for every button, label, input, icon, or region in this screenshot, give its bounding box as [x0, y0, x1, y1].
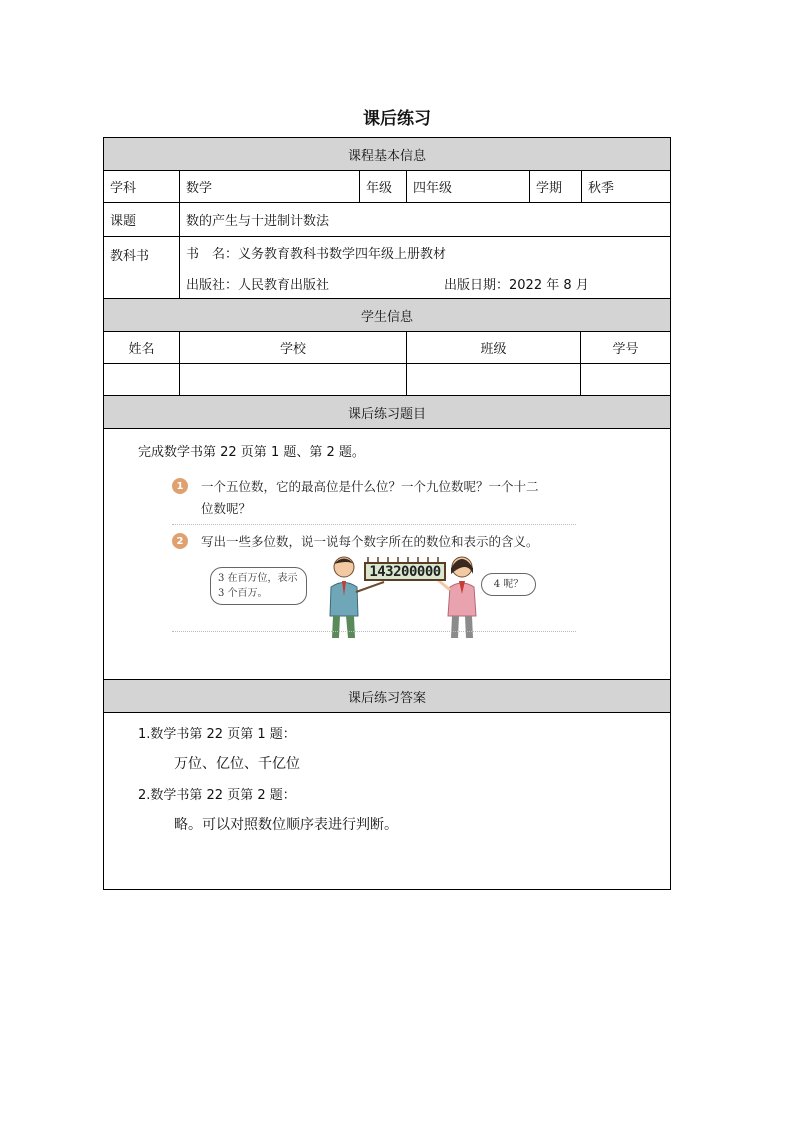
column-name: 姓名	[128, 342, 155, 357]
term-value: 秋季	[581, 171, 670, 202]
answers-body-row	[104, 712, 670, 889]
textbook-row	[104, 236, 670, 298]
answers-header: 课后练习答案	[104, 680, 670, 712]
subject-value: 数学	[179, 171, 359, 202]
topic-value: 数的产生与十进制计数法	[179, 203, 670, 236]
answer-1-title: 1.数学书第 22 页第 1 题：	[138, 727, 296, 742]
boy-speech-line-2: 3 个百万。	[218, 588, 268, 599]
answer-2-body: 略。可以对照数位顺序表进行判断。	[174, 817, 398, 833]
answer-1-body: 万位、亿位、千亿位	[174, 756, 300, 772]
worksheet-table	[103, 137, 671, 890]
question-2-number: 2	[172, 533, 188, 549]
topic-label: 课题	[110, 214, 137, 229]
exercise-body-row	[104, 428, 670, 679]
school-field[interactable]	[179, 364, 406, 395]
student-id-field[interactable]	[580, 364, 670, 395]
student-info-header-row	[104, 298, 670, 331]
answer-2-title: 2.数学书第 22 页第 2 题：	[138, 788, 296, 803]
name-field[interactable]	[104, 364, 179, 395]
exercise-intro: 完成数学书第 22 页第 1 题、第 2 题。	[138, 445, 365, 460]
topic-row	[104, 202, 670, 236]
question-1-line-1: 一个五位数，它的最高位是什么位？一个九位数呢？一个十二	[201, 479, 539, 494]
student-entry-row	[104, 363, 670, 395]
column-student-id: 学号	[580, 332, 670, 363]
grade-value: 四年级	[406, 171, 529, 202]
textbook-label: 教科书	[110, 249, 150, 264]
number-board: 143200000	[364, 562, 446, 581]
question-1-line-2: 位数呢？	[201, 501, 252, 516]
exercise-content	[104, 429, 670, 679]
answers-content	[104, 713, 670, 889]
publisher-line: 出版社：人民教育出版社	[186, 277, 330, 293]
boy-speech-bubble	[210, 567, 307, 605]
exercise-header-row	[104, 395, 670, 428]
exercise-header: 课后练习题目	[104, 396, 670, 428]
term-label: 学期	[529, 171, 581, 202]
publish-date-line: 出版日期：2022 年 8 月	[444, 277, 589, 293]
course-info-header-row	[104, 138, 670, 170]
grade-label: 年级	[359, 171, 406, 202]
subject-label: 学科	[110, 181, 137, 196]
class-field[interactable]	[406, 364, 580, 395]
student-info-header: 学生信息	[104, 299, 670, 331]
subject-row	[104, 170, 670, 202]
column-school: 学校	[179, 332, 406, 363]
answers-header-row	[104, 679, 670, 712]
column-class: 班级	[406, 332, 580, 363]
book-name-line: 书 名：义务教育教科书数学四年级上册教材	[186, 246, 447, 262]
course-info-header: 课程基本信息	[104, 138, 670, 170]
page-title: 课后练习	[363, 109, 431, 129]
textbook-details	[179, 237, 670, 298]
divider-dotted-1	[172, 524, 576, 525]
publisher-date-line	[186, 274, 664, 293]
question-2-text: 写出一些多位数，说一说每个数字所在的数位和表示的含义。	[201, 534, 539, 549]
student-columns-row	[104, 331, 670, 363]
girl-speech-bubble: 4 呢？	[481, 573, 536, 596]
divider-dotted-2	[172, 631, 576, 632]
boy-speech-line-1: 3 在百万位，表示	[218, 573, 298, 584]
question-1-number: 1	[172, 478, 188, 494]
